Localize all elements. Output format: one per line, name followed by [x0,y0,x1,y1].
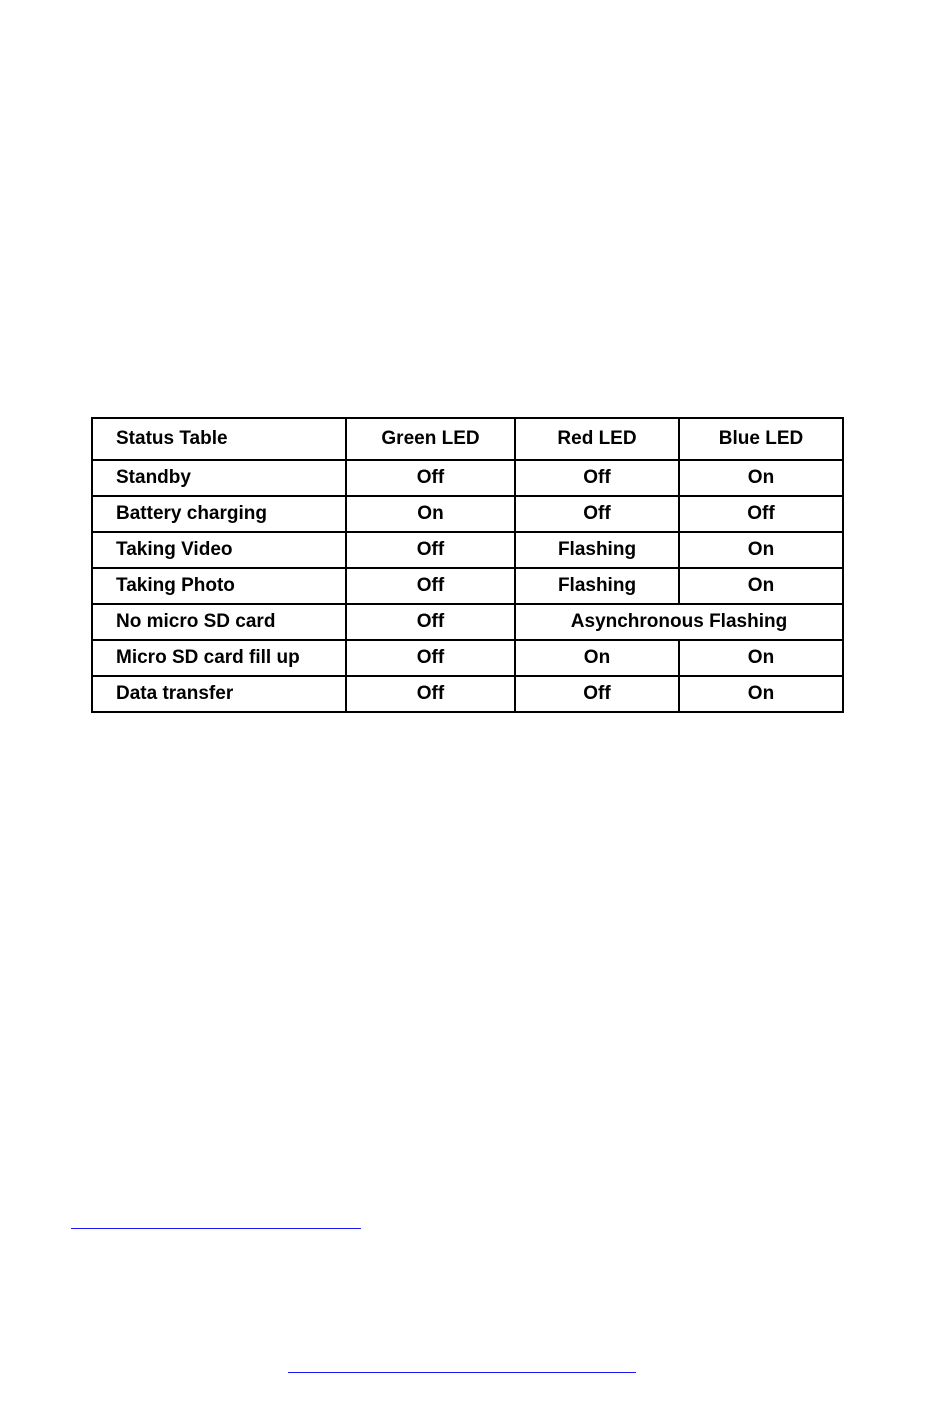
led-status-table [91,417,844,713]
green-led-value: Off [346,568,515,604]
header-blue-led: Blue LED [679,418,843,460]
row-status-label: Taking Photo [92,568,346,604]
green-led-value: Off [346,460,515,496]
green-led-value: Off [346,604,515,640]
blue-led-value: On [679,532,843,568]
green-led-value: On [346,496,515,532]
table-row [92,640,843,676]
table-row [92,496,843,532]
table-row [92,532,843,568]
row-status-label: Standby [92,460,346,496]
red-led-value: Off [515,460,679,496]
blue-led-value: Off [679,496,843,532]
blue-led-value: On [679,640,843,676]
table-header-row [92,418,843,460]
row-status-label: No micro SD card [92,604,346,640]
row-status-label: Micro SD card fill up [92,640,346,676]
red-led-value: Flashing [515,568,679,604]
header-red-led: Red LED [515,418,679,460]
red-blue-led-value: Asynchronous Flashing [515,604,843,640]
red-led-value: On [515,640,679,676]
red-led-value: Flashing [515,532,679,568]
header-status: Status Table [92,418,346,460]
link-underline[interactable] [288,1372,636,1373]
table-row [92,604,843,640]
table-row [92,676,843,712]
row-status-label: Taking Video [92,532,346,568]
green-led-value: Off [346,532,515,568]
red-led-value: Off [515,676,679,712]
red-led-value: Off [515,496,679,532]
table-row [92,460,843,496]
green-led-value: Off [346,676,515,712]
blue-led-value: On [679,676,843,712]
table-row [92,568,843,604]
header-green-led: Green LED [346,418,515,460]
link-underline[interactable] [71,1228,361,1229]
row-status-label: Data transfer [92,676,346,712]
blue-led-value: On [679,460,843,496]
blue-led-value: On [679,568,843,604]
green-led-value: Off [346,640,515,676]
row-status-label: Battery charging [92,496,346,532]
